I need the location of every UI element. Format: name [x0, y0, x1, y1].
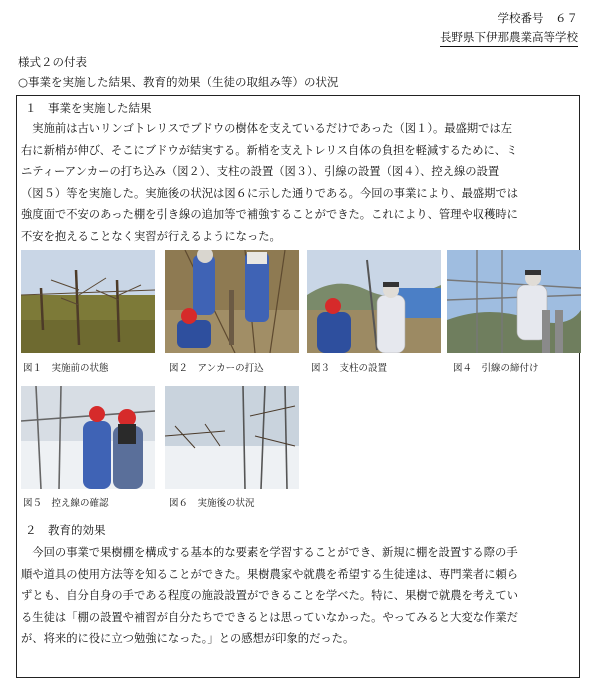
effects-line: る生徒は「棚の設置や補習が自分たちでできるとは思っていなかった。やってみると大変な作業だ: [21, 610, 518, 624]
results-line: （図５）等を実施した。実施後の状況は図６に示した通りである。今回の事業により、最盛期では: [21, 186, 519, 200]
effects-line: が、将来的に役に立つ勉強になった。」との感想が印象的だった。: [21, 632, 355, 646]
content-box: [16, 95, 580, 678]
figure-4-caption: 図４ 引線の締付け: [453, 363, 539, 374]
results-line: 不安を抱えることなく実習が行えるようになった。: [21, 229, 281, 243]
school-name: 長野県下伊那農業高等学校: [440, 29, 578, 47]
figure-2-photo: [165, 250, 299, 353]
effects-line: ずとも、自分自身の手である程度の施設設置ができることを学べた。特に、果樹で就農を考えてい: [21, 589, 519, 603]
form-label: 様式２の付表: [18, 55, 87, 69]
figure-1-caption: 図１ 実施前の状態: [23, 363, 109, 374]
figure-6-photo: [165, 386, 299, 489]
results-line: 右に新梢が伸び、そこにブドウが結実する。新梢を支えトレリス自体の負担を軽減するために、ミ: [21, 143, 518, 157]
effects-line: 順や道具の使用方法等を知ることができた。果樹農家や就農を希望する生徒達は、専門業者に頼ら: [21, 567, 519, 581]
figure-5-photo: [21, 386, 155, 489]
figure-3-caption: 図３ 支柱の設置: [311, 363, 388, 374]
figure-2-caption: 図２ アンカーの打込: [169, 363, 264, 374]
results-line: 実施前は古いリンゴトレリスでブドウの樹体を支えているだけであった（図１）。最盛期では左: [21, 122, 513, 135]
results-heading: １ 事業を実施した結果: [25, 101, 152, 115]
figure-1-photo: [21, 250, 155, 353]
effects-paragraph: [21, 542, 577, 650]
results-line: 強度面で不安のあった棚を引き線の追加等で補強することができた。これにより、管理や収穫時に: [21, 208, 518, 222]
figure-4-photo: [447, 250, 581, 353]
results-paragraph: [21, 118, 577, 248]
section-heading: ○事業を実施した結果、教育的効果（生徒の取組み等）の状況: [18, 75, 339, 89]
figure-6-caption: 図６ 実施後の状況: [169, 498, 255, 509]
effects-heading: ２ 教育的効果: [25, 523, 106, 537]
figure-3-photo: [307, 250, 441, 353]
figure-5-caption: 図５ 控え線の確認: [23, 498, 109, 509]
effects-line: 今回の事業で果樹棚を構成する基本的な要素を学習することができ、新規に棚を設置する際の手: [21, 546, 518, 559]
school-number: 学校番号 ６７: [497, 11, 578, 25]
results-line: ニティーアンカーの打ち込み（図２）、支柱の設置（図３）、引線の設置（図４）、控え線の設置: [21, 165, 500, 179]
